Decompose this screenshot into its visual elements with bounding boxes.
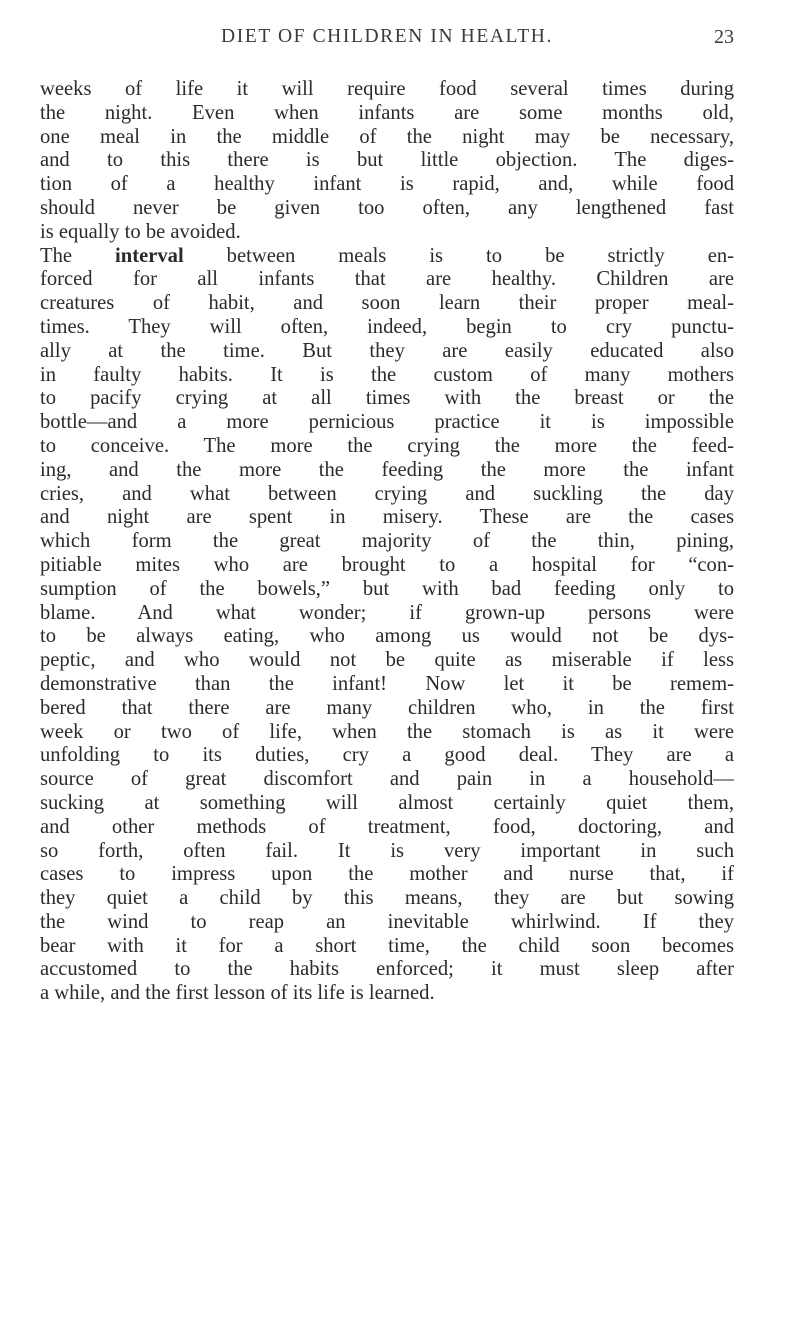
text-line: ally at the time. But they are easily educated also: [40, 339, 734, 362]
text-line: cries, and what between crying and suckling the day: [40, 482, 734, 505]
text-line: and to this there is but little objection. The diges-: [40, 149, 734, 172]
text-line: ing, and the more the feeding the more the infant: [40, 458, 734, 481]
text-line: sucking at something will almost certainly quiet them,: [40, 791, 734, 814]
book-page: [40, 0, 734, 1344]
text-line: in faulty habits. It is the custom of many mothers: [40, 363, 734, 386]
text-line: and other methods of treatment, food, doctoring, and: [40, 815, 734, 838]
text-line: accustomed to the habits enforced; it must sleep after: [40, 958, 734, 981]
text-line: pitiable mites who are brought to a hospital for “con-: [40, 553, 734, 576]
text-line: which form the great majority of the thin, pining,: [40, 530, 734, 553]
text-line: to be always eating, who among us would not be dys-: [40, 625, 734, 648]
text-line: weeks of life it will require food several times during: [40, 78, 734, 100]
text-line: the wind to reap an inevitable whirlwind. If they: [40, 910, 734, 933]
text-line: to conceive. The more the crying the more the feed-: [40, 434, 734, 457]
text-line: one meal in the middle of the night may be necessary,: [40, 125, 734, 148]
text-line: should never be given too often, any lengthened fast: [40, 196, 734, 219]
text-line: a while, and the first lesson of its life is learned.: [40, 982, 435, 1005]
bold-term: interval: [115, 244, 184, 267]
text-line: blame. And what wonder; if grown-up persons were: [40, 601, 734, 624]
text-line: demonstrative than the infant! Now let it be remem-: [40, 672, 734, 695]
text-line: unfolding to its duties, cry a good deal. They are a: [40, 744, 734, 767]
text-span: between meals is to be strictly en-: [183, 244, 734, 267]
text-line: cases to impress upon the mother and nurse that, if: [40, 863, 734, 886]
running-head: [40, 26, 734, 58]
text-line: they quiet a child by this means, they are but sowing: [40, 887, 734, 910]
text-line: tion of a healthy infant is rapid, and, while food: [40, 173, 734, 196]
text-line: week or two of life, when the stomach is as it were: [40, 720, 734, 743]
running-title: DIET OF CHILDREN IN HEALTH.: [221, 26, 553, 47]
text-line: source of great discomfort and pain in a household—: [40, 768, 734, 791]
text-line: peptic, and who would not be quite as miserable if less: [40, 649, 734, 672]
text-line: [40, 245, 734, 269]
text-line: is equally to be avoided.: [40, 220, 241, 243]
page-number: 23: [714, 26, 734, 48]
text-line: bear with it for a short time, the child soon becomes: [40, 934, 734, 957]
text-line: so forth, often fail. It is very important in such: [40, 839, 734, 862]
text-line: creatures of habit, and soon learn their proper meal-: [40, 292, 734, 315]
text-line: and night are spent in misery. These are the cases: [40, 506, 734, 529]
text-line: sumption of the bowels,” but with bad feeding only to: [40, 577, 734, 600]
text-span: The: [40, 244, 116, 267]
text-line: to pacify crying at all times with the breast or the: [40, 387, 734, 410]
text-line: times. They will often, indeed, begin to cry punctu-: [40, 315, 734, 338]
text-line: forced for all infants that are healthy. Children are: [40, 268, 734, 291]
text-line: bottle—and a more pernicious practice it is impossible: [40, 411, 734, 434]
text-line: bered that there are many children who, in the first: [40, 696, 734, 719]
text-line: the night. Even when infants are some months old,: [40, 101, 734, 124]
body-text: [40, 78, 734, 1006]
